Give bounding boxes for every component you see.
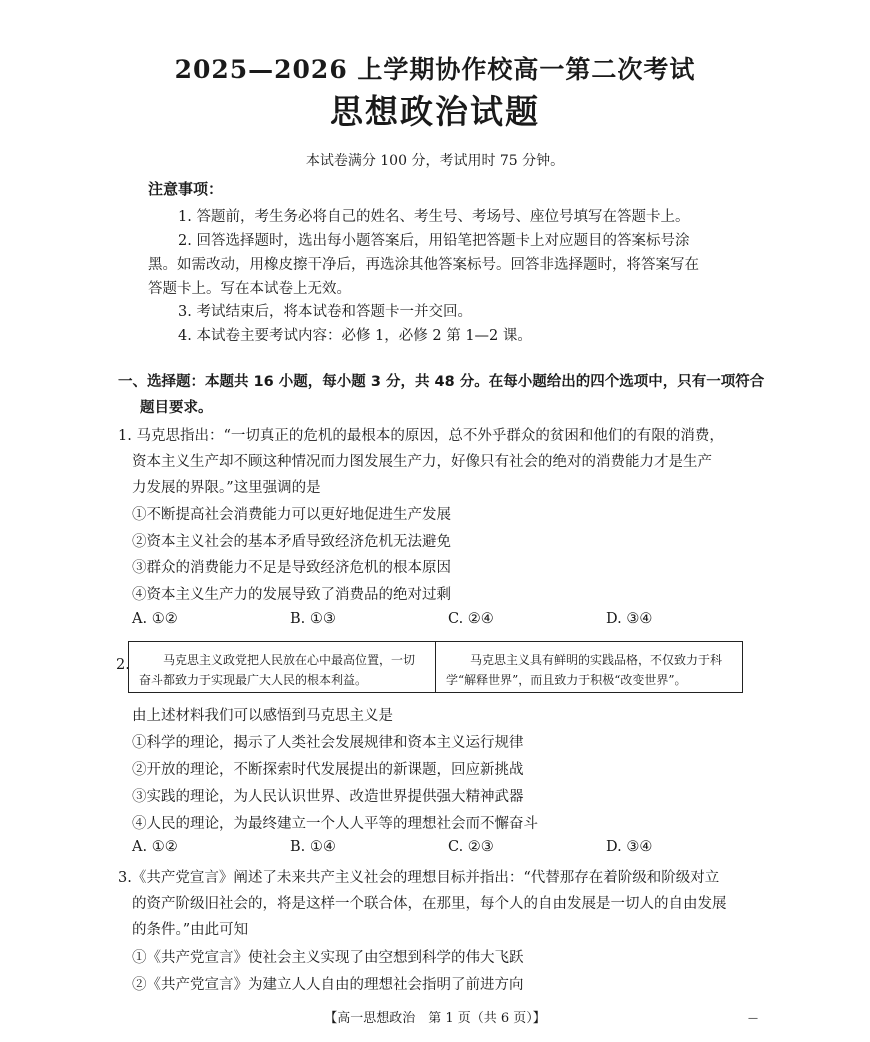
q1-stem: 1. 马克思指出：“一切真正的危机的最根本的原因，总不外乎群众的贫困和他们的有限的消费， [118, 428, 724, 444]
q3-stem: 3.《共产党宣言》阐述了未来共产主义社会的理想目标并指出：“代替那存在着阶级和阶级对立 [118, 870, 720, 886]
section-heading-cont: 题目要求。 [140, 400, 213, 416]
corner-mark: — [748, 1013, 758, 1024]
q1-item: ③群众的消费能力不足是导致经济危机的根本原因 [132, 560, 451, 576]
q3-stem: 的资产阶级旧社会的，将是这样一个联合体，在那里，每个人的自由发展是一切人的自由发展 [132, 896, 727, 912]
q2-material-left: 马克思主义政党把人民放在心中最高位置，一切奋斗都致力于实现最广大人民的根本利益。 [139, 653, 416, 687]
q2-material-right: 马克思主义具有鲜明的实践品格，不仅致力于科学“解释世界”，而且致力于积极“改变世界”。 [435, 642, 742, 692]
q2-option-b: B. ①④ [290, 839, 336, 855]
q1-option-b: B. ①③ [290, 611, 336, 627]
note-line: 1. 答题前，考生务必将自己的姓名、考生号、考场号、座位号填写在答题卡上。 [178, 209, 690, 225]
q1-item: ④资本主义生产力的发展导致了消费品的绝对过剩 [132, 587, 451, 603]
q2-item: ①科学的理论，揭示了人类社会发展规律和资本主义运行规律 [132, 735, 524, 751]
q1-item: ②资本主义社会的基本矛盾导致经济危机无法避免 [132, 534, 451, 550]
note-line: 3. 考试结束后，将本试卷和答题卡一并交回。 [178, 304, 472, 320]
q2-stem: 由上述材料我们可以感悟到马克思主义是 [132, 708, 393, 724]
q2-item: ②开放的理论，不断探索时代发展提出的新课题，回应新挑战 [132, 762, 524, 778]
q3-item: ①《共产党宣言》使社会主义实现了由空想到科学的伟大飞跃 [132, 950, 524, 966]
page-footer: 【高一思想政治 第 1 页（共 6 页）】 [324, 1011, 546, 1026]
q1-stem: 力发展的界限。”这里强调的是 [132, 480, 321, 496]
q2-material-box [128, 641, 743, 693]
q2-item: ④人民的理论，为最终建立一个人人平等的理想社会而不懈奋斗 [132, 816, 538, 832]
q2-option-a: A. ①② [132, 839, 178, 855]
subject-title: 思想政治试题 [330, 92, 540, 131]
exam-meta: 本试卷满分 100 分，考试用时 75 分钟。 [305, 153, 565, 169]
note-line: 黑。如需改动，用橡皮擦干净后，再选涂其他答案标号。回答非选择题时，将答案写在 [148, 257, 699, 273]
note-line: 答题卡上。写在本试卷上无效。 [148, 281, 351, 297]
q1-option-a: A. ①② [132, 611, 178, 627]
q2-option-c: C. ②③ [448, 839, 494, 855]
q3-item: ②《共产党宣言》为建立人人自由的理想社会指明了前进方向 [132, 977, 524, 993]
q1-option-d: D. ③④ [606, 611, 653, 627]
exam-title: 2025—2026 上学期协作校高一第二次考试 [174, 55, 696, 84]
q1-stem: 资本主义生产却不顾这种情况而力图发展生产力，好像只有社会的绝对的消费能力才是生产 [132, 454, 712, 470]
q2-item: ③实践的理论，为人民认识世界、改造世界提供强大精神武器 [132, 789, 524, 805]
q3-stem: 的条件。”由此可知 [132, 922, 249, 938]
notes-heading: 注意事项： [148, 180, 224, 198]
q1-option-c: C. ②④ [448, 611, 494, 627]
note-line: 2. 回答选择题时，选出每小题答案后，用铅笔把答题卡上对应题目的答案标号涂 [178, 233, 690, 249]
q2-option-d: D. ③④ [606, 839, 653, 855]
q2-number: 2. [116, 657, 130, 673]
q1-item: ①不断提高社会消费能力可以更好地促进生产发展 [132, 507, 451, 523]
section-heading: 一、选择题：本题共 16 小题，每小题 3 分，共 48 分。在每小题给出的四个选项中，只有一项符合 [118, 374, 765, 390]
note-line: 4. 本试卷主要考试内容：必修 1，必修 2 第 1—2 课。 [178, 328, 532, 344]
